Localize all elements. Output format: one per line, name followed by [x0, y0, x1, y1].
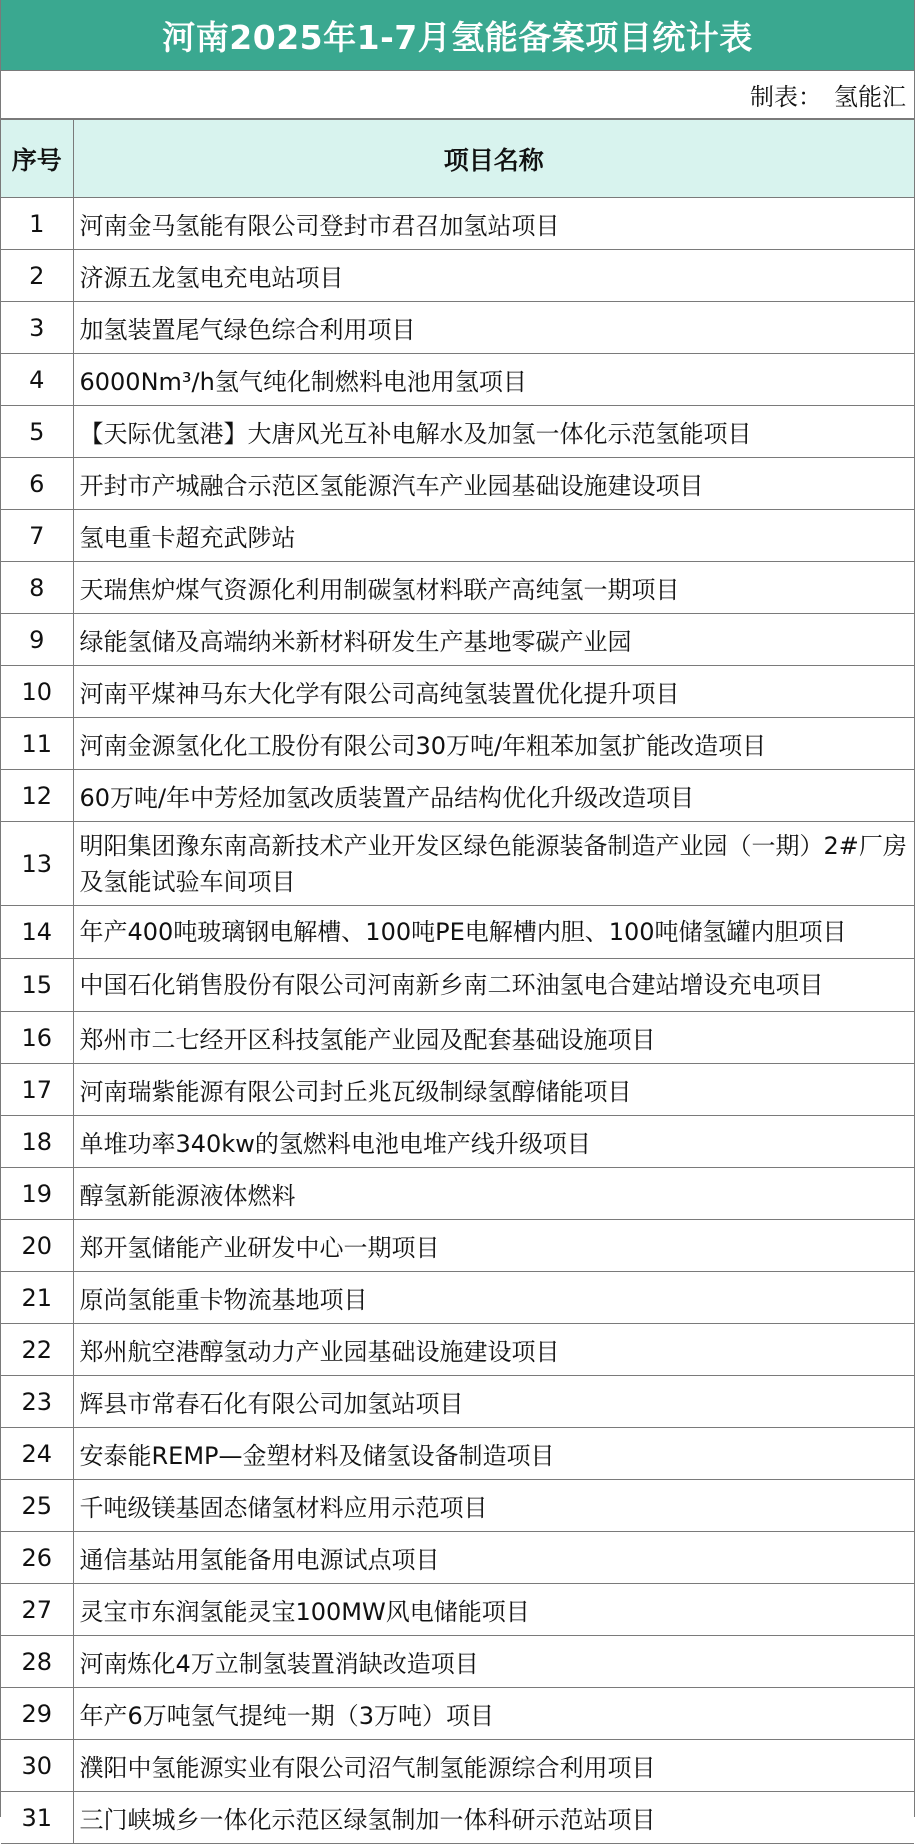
project-table [1, 119, 914, 1844]
row-index: 18 [1, 1116, 73, 1168]
table-row [1, 1428, 914, 1480]
table-row [1, 822, 914, 906]
row-index: 13 [1, 822, 73, 906]
project-name: 河南瑞紫能源有限公司封丘兆瓦级制绿氢醇储能项目 [73, 1064, 914, 1116]
table-row [1, 198, 914, 250]
row-index: 29 [1, 1688, 73, 1740]
table-row [1, 1636, 914, 1688]
row-index: 25 [1, 1480, 73, 1532]
project-name: 河南炼化4万立制氢装置消缺改造项目 [73, 1636, 914, 1688]
table-row [1, 354, 914, 406]
table-row [1, 510, 914, 562]
row-index: 6 [1, 458, 73, 510]
table-row [1, 1064, 914, 1116]
table-row [1, 1012, 914, 1064]
row-index: 27 [1, 1584, 73, 1636]
project-name: 开封市产城融合示范区氢能源汽车产业园基础设施建设项目 [73, 458, 914, 510]
row-index: 20 [1, 1220, 73, 1272]
table-row [1, 1376, 914, 1428]
row-index: 17 [1, 1064, 73, 1116]
project-name: 绿能氢储及高端纳米新材料研发生产基地零碳产业园 [73, 614, 914, 666]
table-row [1, 302, 914, 354]
project-name: 安泰能REMP—金塑材料及储氢设备制造项目 [73, 1428, 914, 1480]
table-row [1, 250, 914, 302]
row-index: 12 [1, 770, 73, 822]
row-index: 2 [1, 250, 73, 302]
project-name [73, 906, 914, 959]
project-name: 单堆功率340kw的氢燃料电池电堆产线升级项目 [73, 1116, 914, 1168]
project-name: 河南平煤神马东大化学有限公司高纯氢装置优化提升项目 [73, 666, 914, 718]
table-row [1, 1688, 914, 1740]
table-row [1, 1116, 914, 1168]
row-index: 7 [1, 510, 73, 562]
table-row [1, 770, 914, 822]
row-index: 3 [1, 302, 73, 354]
row-index: 8 [1, 562, 73, 614]
project-name: 6000Nm³/h氢气纯化制燃料电池用氢项目 [73, 354, 914, 406]
project-name: 河南金马氢能有限公司登封市君召加氢站项目 [73, 198, 914, 250]
table-row [1, 1168, 914, 1220]
row-index: 10 [1, 666, 73, 718]
table-row [1, 1480, 914, 1532]
project-name: 明阳集团豫东南高新技术产业开发区绿色能源装备制造产业园（一期）2#厂房及氢能试验车间项目 [73, 822, 914, 906]
row-index: 15 [1, 959, 73, 1012]
table-row [1, 906, 914, 959]
credit-row [1, 71, 914, 119]
table-row [1, 1792, 914, 1844]
table-row [1, 959, 914, 1012]
project-name: 醇氢新能源液体燃料 [73, 1168, 914, 1220]
table-body [1, 198, 914, 1844]
row-index: 5 [1, 406, 73, 458]
row-index: 1 [1, 198, 73, 250]
project-name: 年产6万吨氢气提纯一期（3万吨）项目 [73, 1688, 914, 1740]
project-name: 郑开氢储能产业研发中心一期项目 [73, 1220, 914, 1272]
project-name: 天瑞焦炉煤气资源化利用制碳氢材料联产高纯氢一期项目 [73, 562, 914, 614]
row-index: 31 [1, 1792, 73, 1844]
table-row [1, 1324, 914, 1376]
table-title: 河南2025年1-7月氢能备案项目统计表 [1, 0, 914, 71]
row-index: 22 [1, 1324, 73, 1376]
column-header-index: 序号 [1, 120, 73, 198]
row-index: 14 [1, 906, 73, 959]
table-row [1, 1532, 914, 1584]
project-name: 加氢装置尾气绿色综合利用项目 [73, 302, 914, 354]
table-row [1, 1272, 914, 1324]
table-row [1, 458, 914, 510]
project-name: 原尚氢能重卡物流基地项目 [73, 1272, 914, 1324]
project-name: 灵宝市东润氢能灵宝100MW风电储能项目 [73, 1584, 914, 1636]
project-name: 三门峡城乡一体化示范区绿氢制加一体科研示范站项目 [73, 1792, 914, 1844]
table-row [1, 614, 914, 666]
row-index: 19 [1, 1168, 73, 1220]
table-row [1, 406, 914, 458]
project-name: 濮阳中氢能源实业有限公司沼气制氢能源综合利用项目 [73, 1740, 914, 1792]
row-index: 9 [1, 614, 73, 666]
table-row [1, 666, 914, 718]
column-header-row [1, 120, 914, 198]
credit-source: 氢能汇 [834, 83, 906, 111]
table-row [1, 1584, 914, 1636]
project-name: 千吨级镁基固态储氢材料应用示范项目 [73, 1480, 914, 1532]
table-row [1, 718, 914, 770]
project-name: 氢电重卡超充武陟站 [73, 510, 914, 562]
column-header-name: 项目名称 [73, 120, 914, 198]
project-name: 60万吨/年中芳烃加氢改质装置产品结构优化升级改造项目 [73, 770, 914, 822]
row-index: 24 [1, 1428, 73, 1480]
row-index: 28 [1, 1636, 73, 1688]
project-name: 通信基站用氢能备用电源试点项目 [73, 1532, 914, 1584]
row-index: 30 [1, 1740, 73, 1792]
row-index: 23 [1, 1376, 73, 1428]
credit-label: 制表： [750, 83, 822, 111]
project-name: 【天际优氢港】大唐风光互补电解水及加氢一体化示范氢能项目 [73, 406, 914, 458]
table-row [1, 1740, 914, 1792]
table-row [1, 1220, 914, 1272]
project-name [73, 959, 914, 1012]
project-name: 河南金源氢化化工股份有限公司30万吨/年粗苯加氢扩能改造项目 [73, 718, 914, 770]
project-name: 济源五龙氢电充电站项目 [73, 250, 914, 302]
project-name: 辉县市常春石化有限公司加氢站项目 [73, 1376, 914, 1428]
row-index: 4 [1, 354, 73, 406]
row-index: 11 [1, 718, 73, 770]
table-row [1, 562, 914, 614]
project-name: 郑州航空港醇氢动力产业园基础设施建设项目 [73, 1324, 914, 1376]
project-name-text: 中国石化销售股份有限公司河南新乡南二环油氢电合建站增设充电项目 [79, 971, 824, 999]
row-index: 16 [1, 1012, 73, 1064]
project-name: 郑州市二七经开区科技氢能产业园及配套基础设施项目 [73, 1012, 914, 1064]
row-index: 21 [1, 1272, 73, 1324]
row-index: 26 [1, 1532, 73, 1584]
project-name-text: 年产400吨玻璃钢电解槽、100吨PE电解槽内胆、100吨储氢罐内胆项目 [79, 918, 847, 946]
